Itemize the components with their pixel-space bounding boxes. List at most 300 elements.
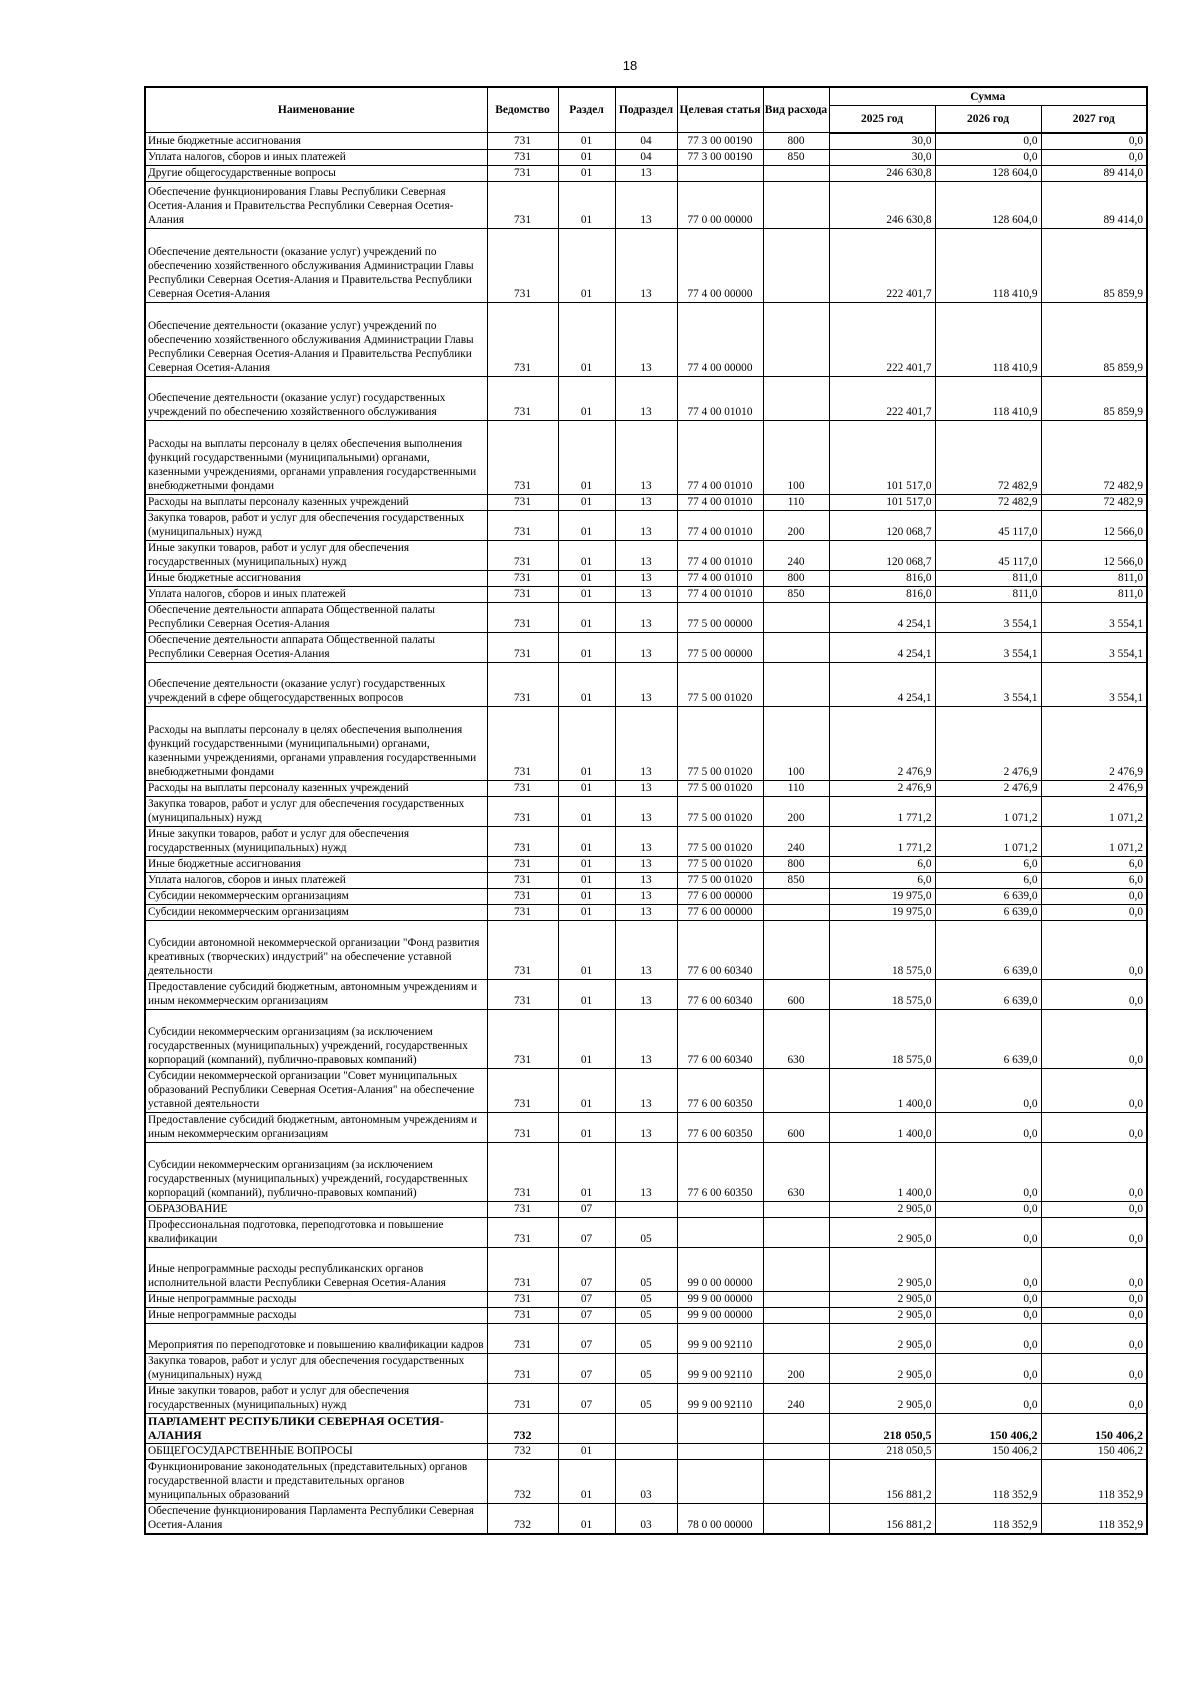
row-sum-2025: 2 905,0	[829, 1217, 935, 1247]
row-subsection	[615, 1443, 677, 1459]
row-exp-type	[763, 376, 829, 420]
row-sum-2026: 0,0	[935, 133, 1041, 150]
row-subsection: 05	[615, 1307, 677, 1323]
table-row	[145, 165, 1147, 181]
row-exp-type	[763, 1201, 829, 1217]
row-sum-2025: 246 630,8	[829, 181, 935, 228]
row-target: 77 6 00 60350	[677, 1142, 763, 1201]
row-name: ОБЩЕГОСУДАРСТВЕННЫЕ ВОПРОСЫ	[145, 1443, 487, 1459]
row-sum-2026: 2 476,9	[935, 706, 1041, 780]
row-target	[677, 1201, 763, 1217]
table-row	[145, 904, 1147, 920]
row-sum-2025: 101 517,0	[829, 494, 935, 510]
row-subsection: 13	[615, 376, 677, 420]
row-sum-2026: 0,0	[935, 1353, 1041, 1383]
row-section: 07	[558, 1353, 615, 1383]
row-name: Субсидии некоммерческим организациям	[145, 888, 487, 904]
row-exp-type: 100	[763, 706, 829, 780]
row-subsection: 04	[615, 133, 677, 150]
row-subsection: 13	[615, 888, 677, 904]
row-sum-2025: 1 771,2	[829, 796, 935, 826]
row-subsection: 13	[615, 494, 677, 510]
row-exp-type	[763, 1291, 829, 1307]
row-section: 01	[558, 1443, 615, 1459]
row-target: 77 6 00 60350	[677, 1068, 763, 1112]
row-dept: 731	[487, 662, 558, 706]
row-section: 01	[558, 1112, 615, 1142]
row-exp-type	[763, 1217, 829, 1247]
row-sum-2026: 811,0	[935, 570, 1041, 586]
row-exp-type: 630	[763, 1142, 829, 1201]
row-name: Уплата налогов, сборов и иных платежей	[145, 586, 487, 602]
row-sum-2027: 0,0	[1041, 888, 1147, 904]
row-sum-2026: 0,0	[935, 1307, 1041, 1323]
row-section: 07	[558, 1217, 615, 1247]
row-exp-type: 240	[763, 826, 829, 856]
row-dept: 731	[487, 1112, 558, 1142]
row-subsection: 13	[615, 510, 677, 540]
row-sum-2027: 1 071,2	[1041, 796, 1147, 826]
row-sum-2027: 0,0	[1041, 1353, 1147, 1383]
row-sum-2027: 118 352,9	[1041, 1459, 1147, 1503]
row-target: 77 5 00 01020	[677, 706, 763, 780]
row-target: 77 6 00 00000	[677, 888, 763, 904]
row-section: 01	[558, 181, 615, 228]
row-dept: 732	[487, 1459, 558, 1503]
row-target: 77 5 00 01020	[677, 826, 763, 856]
row-sum-2026: 45 117,0	[935, 510, 1041, 540]
row-section: 07	[558, 1307, 615, 1323]
row-sum-2025: 6,0	[829, 856, 935, 872]
row-dept: 731	[487, 888, 558, 904]
table-row	[145, 1247, 1147, 1291]
table-row	[145, 228, 1147, 302]
row-exp-type	[763, 1068, 829, 1112]
row-section: 07	[558, 1247, 615, 1291]
row-subsection: 13	[615, 796, 677, 826]
row-sum-2027: 0,0	[1041, 920, 1147, 979]
row-exp-type: 240	[763, 540, 829, 570]
row-dept: 731	[487, 181, 558, 228]
table-row	[145, 586, 1147, 602]
row-sum-2026: 0,0	[935, 1112, 1041, 1142]
row-dept: 731	[487, 165, 558, 181]
row-sum-2026: 118 410,9	[935, 376, 1041, 420]
row-subsection: 05	[615, 1217, 677, 1247]
table-row	[145, 796, 1147, 826]
row-sum-2027: 0,0	[1041, 1217, 1147, 1247]
row-name: Иные бюджетные ассигнования	[145, 856, 487, 872]
row-target: 77 4 00 01010	[677, 540, 763, 570]
row-subsection: 13	[615, 979, 677, 1009]
row-dept: 731	[487, 228, 558, 302]
row-target: 77 5 00 00000	[677, 632, 763, 662]
table-row	[145, 1459, 1147, 1503]
row-exp-type: 850	[763, 149, 829, 165]
row-sum-2026: 0,0	[935, 1068, 1041, 1112]
row-subsection: 05	[615, 1353, 677, 1383]
row-dept: 731	[487, 540, 558, 570]
row-exp-type: 800	[763, 570, 829, 586]
row-sum-2026: 0,0	[935, 1142, 1041, 1201]
row-sum-2025: 6,0	[829, 872, 935, 888]
table-row	[145, 510, 1147, 540]
row-sum-2025: 218 050,5	[829, 1443, 935, 1459]
row-name: Функционирование законодательных (представительных) органов государственной власти и представительных органов муниципальных образований	[145, 1459, 487, 1503]
row-name: Профессиональная подготовка, переподготовка и повышение квалификации	[145, 1217, 487, 1247]
row-sum-2026: 0,0	[935, 149, 1041, 165]
row-name: Обеспечение деятельности (оказание услуг) учреждений по обеспечению хозяйственного обслуживания Администрации Главы Республики Северная Осетия-Алания и Правительства Республики Северная Осетия-Алания	[145, 302, 487, 376]
row-sum-2026: 0,0	[935, 1291, 1041, 1307]
row-exp-type: 800	[763, 856, 829, 872]
row-name: Расходы на выплаты персоналу казенных учреждений	[145, 494, 487, 510]
table-row	[145, 1201, 1147, 1217]
row-name: Обеспечение деятельности (оказание услуг) государственных учреждений в сфере общегосударственных вопросов	[145, 662, 487, 706]
row-subsection: 04	[615, 149, 677, 165]
row-target: 77 5 00 01020	[677, 856, 763, 872]
row-sum-2026: 118 352,9	[935, 1503, 1041, 1534]
row-target: 77 4 00 01010	[677, 570, 763, 586]
row-dept: 731	[487, 826, 558, 856]
table-row	[145, 1068, 1147, 1112]
row-name: Иные закупки товаров, работ и услуг для обеспечения государственных (муниципальных) нужд	[145, 540, 487, 570]
row-dept: 731	[487, 1009, 558, 1068]
row-exp-type	[763, 228, 829, 302]
row-name: ПАРЛАМЕНТ РЕСПУБЛИКИ СЕВЕРНАЯ ОСЕТИЯ-АЛАНИЯ	[145, 1413, 487, 1443]
row-name: Иные закупки товаров, работ и услуг для обеспечения государственных (муниципальных) нужд	[145, 1383, 487, 1413]
row-exp-type: 100	[763, 420, 829, 494]
table-row	[145, 1353, 1147, 1383]
row-section: 01	[558, 376, 615, 420]
row-sum-2027: 89 414,0	[1041, 181, 1147, 228]
row-sum-2027: 0,0	[1041, 1291, 1147, 1307]
row-target: 78 0 00 00000	[677, 1503, 763, 1534]
row-sum-2025: 4 254,1	[829, 602, 935, 632]
row-sum-2027: 72 482,9	[1041, 494, 1147, 510]
table-row	[145, 602, 1147, 632]
row-sum-2025: 218 050,5	[829, 1413, 935, 1443]
row-name: Обеспечение деятельности (оказание услуг) государственных учреждений по обеспечению хозяйственного обслуживания	[145, 376, 487, 420]
row-sum-2026: 118 352,9	[935, 1459, 1041, 1503]
row-subsection: 13	[615, 1068, 677, 1112]
row-subsection: 05	[615, 1383, 677, 1413]
row-subsection: 13	[615, 570, 677, 586]
row-subsection: 13	[615, 662, 677, 706]
table-row	[145, 302, 1147, 376]
row-exp-type: 850	[763, 586, 829, 602]
row-dept: 731	[487, 1142, 558, 1201]
row-name: Закупка товаров, работ и услуг для обеспечения государственных (муниципальных) нужд	[145, 1353, 487, 1383]
row-sum-2027: 0,0	[1041, 979, 1147, 1009]
row-name: Расходы на выплаты персоналу в целях обеспечения выполнения функций государственными (муниципальными) органами, казенными учреждениями, органами управления государственными внебюджетными фондами	[145, 706, 487, 780]
row-subsection: 03	[615, 1459, 677, 1503]
table-row	[145, 149, 1147, 165]
row-target: 77 0 00 00000	[677, 181, 763, 228]
row-sum-2025: 18 575,0	[829, 1009, 935, 1068]
row-dept: 731	[487, 420, 558, 494]
row-sum-2025: 30,0	[829, 133, 935, 150]
table-row	[145, 540, 1147, 570]
row-sum-2026: 6 639,0	[935, 1009, 1041, 1068]
row-sum-2027: 150 406,2	[1041, 1443, 1147, 1459]
row-target: 77 5 00 01020	[677, 780, 763, 796]
row-sum-2025: 4 254,1	[829, 632, 935, 662]
row-name: Иные непрограммные расходы республиканских органов исполнительной власти Республики Северная Осетия-Алания	[145, 1247, 487, 1291]
table-row	[145, 1291, 1147, 1307]
row-exp-type	[763, 602, 829, 632]
row-dept: 731	[487, 586, 558, 602]
row-name: Обеспечение деятельности (оказание услуг) учреждений по обеспечению хозяйственного обслуживания Администрации Главы Республики Северная Осетия-Алания и Правительства Республики Северная Осетия-Алания	[145, 228, 487, 302]
budget-table	[144, 86, 1148, 1535]
row-subsection: 13	[615, 706, 677, 780]
row-dept: 731	[487, 494, 558, 510]
table-row	[145, 826, 1147, 856]
row-target: 99 9 00 92110	[677, 1353, 763, 1383]
row-sum-2025: 19 975,0	[829, 904, 935, 920]
table-row	[145, 1413, 1147, 1443]
row-name: Иные закупки товаров, работ и услуг для обеспечения государственных (муниципальных) нужд	[145, 826, 487, 856]
row-dept: 731	[487, 1383, 558, 1413]
header-name: Наименование	[145, 87, 487, 133]
row-exp-type: 240	[763, 1383, 829, 1413]
row-sum-2025: 816,0	[829, 570, 935, 586]
table-row	[145, 920, 1147, 979]
row-subsection: 03	[615, 1503, 677, 1534]
row-sum-2027: 0,0	[1041, 904, 1147, 920]
row-section: 01	[558, 706, 615, 780]
row-section: 01	[558, 228, 615, 302]
row-sum-2025: 156 881,2	[829, 1503, 935, 1534]
row-sum-2027: 3 554,1	[1041, 662, 1147, 706]
row-exp-type	[763, 181, 829, 228]
row-sum-2027: 0,0	[1041, 1068, 1147, 1112]
row-target: 77 4 00 00000	[677, 228, 763, 302]
row-sum-2026: 1 071,2	[935, 826, 1041, 856]
row-sum-2025: 2 905,0	[829, 1383, 935, 1413]
row-exp-type: 800	[763, 133, 829, 150]
table-row	[145, 872, 1147, 888]
row-section: 01	[558, 979, 615, 1009]
row-dept: 731	[487, 904, 558, 920]
row-subsection: 13	[615, 420, 677, 494]
row-subsection	[615, 1201, 677, 1217]
row-sum-2025: 2 905,0	[829, 1323, 935, 1353]
row-sum-2025: 4 254,1	[829, 662, 935, 706]
row-section: 01	[558, 149, 615, 165]
row-sum-2025: 2 905,0	[829, 1201, 935, 1217]
row-subsection: 13	[615, 1112, 677, 1142]
row-sum-2027: 2 476,9	[1041, 706, 1147, 780]
row-sum-2026: 0,0	[935, 1383, 1041, 1413]
row-sum-2027: 150 406,2	[1041, 1413, 1147, 1443]
row-target: 77 5 00 01020	[677, 872, 763, 888]
row-dept: 731	[487, 149, 558, 165]
table-row	[145, 1503, 1147, 1534]
row-exp-type: 600	[763, 1112, 829, 1142]
row-name: Субсидии некоммерческим организациям (за исключением государственных (муниципальных) учреждений, государственных корпораций (компаний), публично-правовых компаний)	[145, 1009, 487, 1068]
row-sum-2027: 811,0	[1041, 586, 1147, 602]
row-exp-type	[763, 1323, 829, 1353]
row-dept: 731	[487, 1353, 558, 1383]
row-name: Субсидии некоммерческим организациям (за исключением государственных (муниципальных) учреждений, государственных корпораций (компаний), публично-правовых компаний)	[145, 1142, 487, 1201]
row-sum-2027: 85 859,9	[1041, 228, 1147, 302]
row-dept: 731	[487, 856, 558, 872]
row-sum-2026: 1 071,2	[935, 796, 1041, 826]
row-dept: 731	[487, 920, 558, 979]
row-exp-type	[763, 632, 829, 662]
row-sum-2026: 72 482,9	[935, 420, 1041, 494]
row-sum-2027: 12 566,0	[1041, 510, 1147, 540]
row-name: Расходы на выплаты персоналу в целях обеспечения выполнения функций государственными (муниципальными) органами, казенными учреждениями, органами управления государственными внебюджетными фондами	[145, 420, 487, 494]
row-name: Уплата налогов, сборов и иных платежей	[145, 149, 487, 165]
table-body	[145, 133, 1147, 1534]
row-name: Предоставление субсидий бюджетным, автономным учреждениям и иным некоммерческим организациям	[145, 979, 487, 1009]
row-subsection: 13	[615, 632, 677, 662]
row-section: 01	[558, 826, 615, 856]
row-sum-2027: 0,0	[1041, 1142, 1147, 1201]
row-exp-type	[763, 302, 829, 376]
row-dept: 731	[487, 979, 558, 1009]
row-sum-2025: 156 881,2	[829, 1459, 935, 1503]
row-sum-2027: 0,0	[1041, 1323, 1147, 1353]
row-sum-2027: 0,0	[1041, 149, 1147, 165]
row-subsection: 13	[615, 181, 677, 228]
row-sum-2027: 3 554,1	[1041, 632, 1147, 662]
row-dept: 731	[487, 1201, 558, 1217]
row-target: 77 4 00 01010	[677, 376, 763, 420]
row-dept: 731	[487, 1217, 558, 1247]
row-sum-2025: 1 771,2	[829, 826, 935, 856]
table-row	[145, 181, 1147, 228]
row-subsection	[615, 1413, 677, 1443]
row-subsection: 05	[615, 1247, 677, 1291]
row-target: 77 6 00 60350	[677, 1112, 763, 1142]
row-section: 01	[558, 920, 615, 979]
row-sum-2025: 18 575,0	[829, 979, 935, 1009]
row-subsection: 13	[615, 920, 677, 979]
row-exp-type	[763, 1413, 829, 1443]
row-sum-2025: 1 400,0	[829, 1112, 935, 1142]
row-sum-2026: 128 604,0	[935, 165, 1041, 181]
row-exp-type: 600	[763, 979, 829, 1009]
row-name: Другие общегосударственные вопросы	[145, 165, 487, 181]
row-name: ОБРАЗОВАНИЕ	[145, 1201, 487, 1217]
table-row	[145, 1009, 1147, 1068]
row-sum-2027: 6,0	[1041, 856, 1147, 872]
row-exp-type	[763, 888, 829, 904]
table-row	[145, 632, 1147, 662]
row-name: Уплата налогов, сборов и иных платежей	[145, 872, 487, 888]
table-row	[145, 376, 1147, 420]
row-sum-2026: 0,0	[935, 1323, 1041, 1353]
row-dept: 732	[487, 1503, 558, 1534]
row-section: 01	[558, 632, 615, 662]
row-dept: 731	[487, 1323, 558, 1353]
row-target: 77 6 00 60340	[677, 920, 763, 979]
row-target: 99 9 00 00000	[677, 1291, 763, 1307]
row-dept: 732	[487, 1443, 558, 1459]
row-name: Закупка товаров, работ и услуг для обеспечения государственных (муниципальных) нужд	[145, 796, 487, 826]
row-sum-2026: 45 117,0	[935, 540, 1041, 570]
row-target: 77 4 00 00000	[677, 302, 763, 376]
table-row	[145, 1112, 1147, 1142]
row-exp-type	[763, 1307, 829, 1323]
table-row	[145, 1217, 1147, 1247]
row-section: 01	[558, 494, 615, 510]
row-sum-2026: 3 554,1	[935, 632, 1041, 662]
row-target: 77 3 00 00190	[677, 149, 763, 165]
row-target: 77 5 00 00000	[677, 602, 763, 632]
row-sum-2025: 222 401,7	[829, 228, 935, 302]
row-section: 01	[558, 540, 615, 570]
row-sum-2026: 150 406,2	[935, 1413, 1041, 1443]
table-row	[145, 1443, 1147, 1459]
row-subsection: 13	[615, 780, 677, 796]
row-subsection: 13	[615, 826, 677, 856]
row-subsection: 13	[615, 165, 677, 181]
row-sum-2025: 222 401,7	[829, 302, 935, 376]
row-sum-2025: 30,0	[829, 149, 935, 165]
row-sum-2025: 120 068,7	[829, 540, 935, 570]
row-name: Закупка товаров, работ и услуг для обеспечения государственных (муниципальных) нужд	[145, 510, 487, 540]
row-subsection: 13	[615, 602, 677, 632]
table-row	[145, 1323, 1147, 1353]
row-sum-2025: 246 630,8	[829, 165, 935, 181]
row-sum-2026: 811,0	[935, 586, 1041, 602]
row-sum-2026: 6 639,0	[935, 888, 1041, 904]
row-name: Обеспечение деятельности аппарата Общественной палаты Республики Северная Осетия-Алания	[145, 632, 487, 662]
row-exp-type: 110	[763, 494, 829, 510]
row-name: Иные непрограммные расходы	[145, 1307, 487, 1323]
row-sum-2025: 1 400,0	[829, 1068, 935, 1112]
row-sum-2027: 0,0	[1041, 1383, 1147, 1413]
row-target: 99 9 00 92110	[677, 1383, 763, 1413]
row-section: 07	[558, 1383, 615, 1413]
row-subsection: 13	[615, 856, 677, 872]
row-name: Субсидии некоммерческим организациям	[145, 904, 487, 920]
row-dept: 731	[487, 1247, 558, 1291]
header-y2026: 2026 год	[935, 106, 1041, 133]
row-sum-2026: 6,0	[935, 872, 1041, 888]
row-name: Иные бюджетные ассигнования	[145, 133, 487, 150]
row-section: 01	[558, 570, 615, 586]
row-name: Мероприятия по переподготовке и повышению квалификации кадров	[145, 1323, 487, 1353]
row-sum-2026: 0,0	[935, 1201, 1041, 1217]
row-sum-2025: 2 905,0	[829, 1307, 935, 1323]
row-target	[677, 1459, 763, 1503]
row-sum-2026: 72 482,9	[935, 494, 1041, 510]
row-target: 77 4 00 01010	[677, 586, 763, 602]
row-name: Субсидии некоммерческой организации "Совет муниципальных образований Республики Северная Осетия-Алания" на обеспечение уставной деятельности	[145, 1068, 487, 1112]
row-sum-2027: 85 859,9	[1041, 302, 1147, 376]
row-section: 01	[558, 586, 615, 602]
row-dept: 731	[487, 133, 558, 150]
row-target: 77 6 00 00000	[677, 904, 763, 920]
row-exp-type: 200	[763, 510, 829, 540]
table-row	[145, 856, 1147, 872]
row-sum-2025: 18 575,0	[829, 920, 935, 979]
row-subsection: 13	[615, 1009, 677, 1068]
row-target: 99 9 00 00000	[677, 1307, 763, 1323]
row-dept: 731	[487, 706, 558, 780]
row-subsection: 05	[615, 1323, 677, 1353]
row-sum-2026: 150 406,2	[935, 1443, 1041, 1459]
row-name: Предоставление субсидий бюджетным, автономным учреждениям и иным некоммерческим организациям	[145, 1112, 487, 1142]
row-sum-2025: 1 400,0	[829, 1142, 935, 1201]
page-number: 18	[622, 58, 638, 73]
table-row	[145, 494, 1147, 510]
row-sum-2025: 816,0	[829, 586, 935, 602]
